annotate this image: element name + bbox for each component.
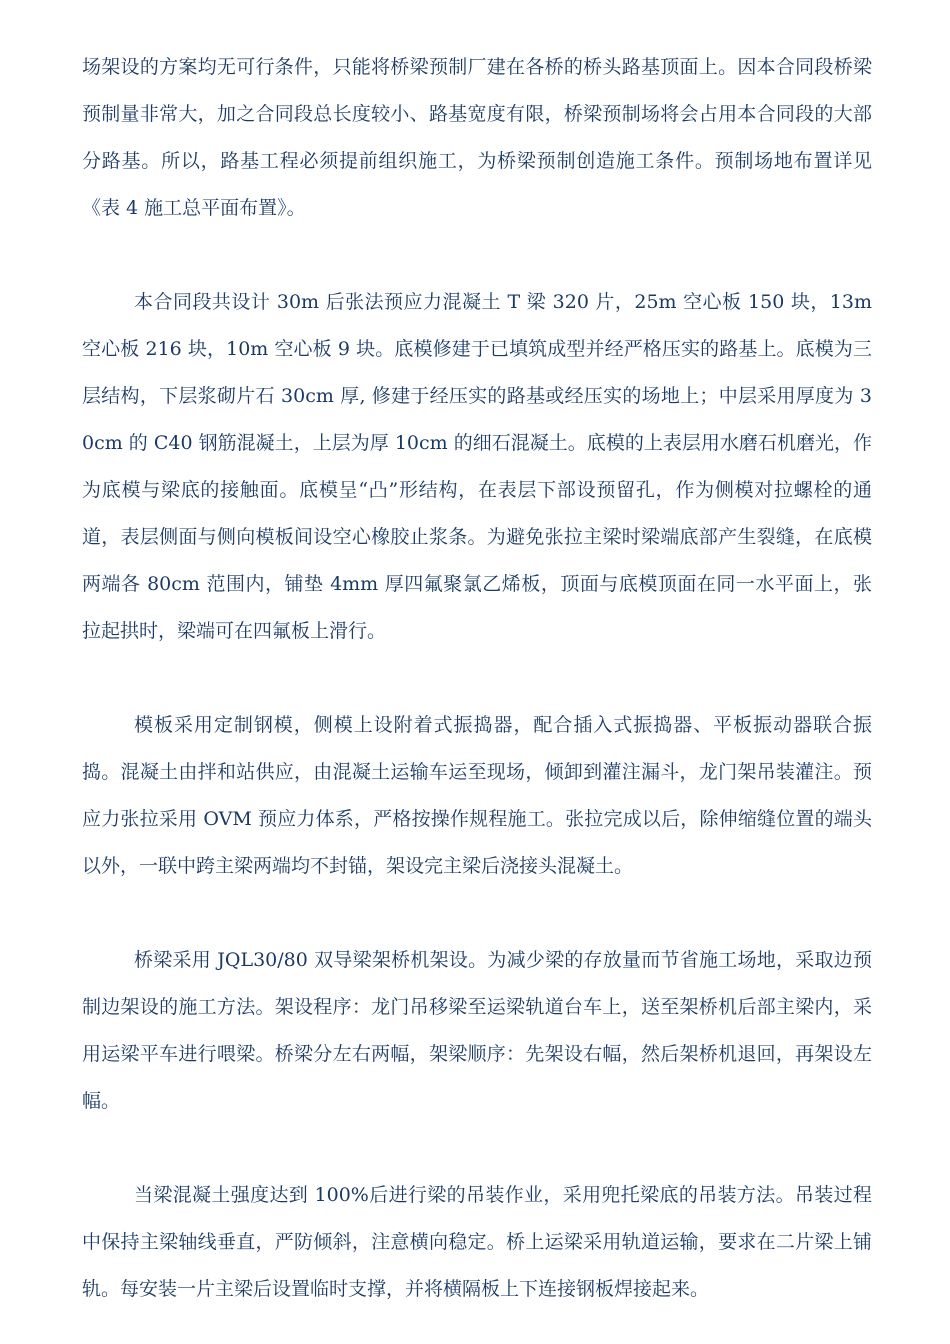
paragraph-bottom-mold: 本合同段共设计 30m 后张法预应力混凝土 T 梁 320 片，25m 空心板 150 块，13m 空心板 216 块，10m 空心板 9 块。底模修建于已填筑成型并经严格压实的路基上。底模为三层结构，下层浆砌片石 30cm 厚, 修建于经压实的路基或经压实的场地上；中层采用厚度为 30cm 的 C40 钢筋混凝土，上层为厚 10cm 的细石混凝土。底模的上表层用水磨石机磨光，作为底模与梁底的接触面。底模呈“凸”形结构，在表层下部设预留孔，作为侧模对拉螺栓的通道，表层侧面与侧向模板间设空心橡胶止浆条。为避免张拉主梁时梁端底部产生裂缝，在底模两端各 80cm 范围内，铺垫 4mm 厚四氟聚氯乙烯板，顶面与底模顶面在同一水平面上，张拉起拱时，梁端可在四氟板上滑行。 <box>82 291 872 642</box>
paragraph-precast-site: 场架设的方案均无可行条件，只能将桥梁预制厂建在各桥的桥头路基顶面上。因本合同段桥梁预制量非常大，加之合同段总长度较小、路基宽度有限，桥梁预制场将会占用本合同段的大部分路基。所以，路基工程必须提前组织施工，为桥梁预制创造施工条件。预制场地布置详见《表 4 施工总平面布置》。 <box>82 56 872 219</box>
paragraph-bridge-erection: 桥梁采用 JQL30/80 双导梁架桥机架设。为减少梁的存放量而节省施工场地，采取边预制边架设的施工方法。架设程序：龙门吊移梁至运梁轨道台车上，送至架桥机后部主梁内，采用运梁平车进行喂梁。桥梁分左右两幅，架梁顺序：先架设右幅，然后架桥机退回，再架设左幅。 <box>82 949 872 1112</box>
paragraph-gap <box>82 232 872 279</box>
paragraph-lifting: 当梁混凝土强度达到 100%后进行梁的吊装作业，采用兜托梁底的吊装方法。吊装过程中保持主梁轴线垂直，严防倾斜，注意横向稳定。桥上运梁采用轨道运输，要求在二片梁上铺轨。每安装一片主梁后设置临时支撑，并将横隔板上下连接钢板焊接起来。 <box>82 1184 872 1300</box>
paragraph-gap <box>82 890 872 937</box>
paragraph-gap <box>82 1125 872 1172</box>
paragraph-formwork: 模板采用定制钢模，侧模上设附着式振捣器，配合插入式振捣器、平板振动器联合振捣。混凝土由拌和站供应，由混凝土运输车运至现场，倾卸到灌注漏斗，龙门架吊装灌注。预应力张拉采用 OVM 预应力体系，严格按操作规程施工。张拉完成以后，除伸缩缝位置的端头以外，一联中跨主梁两端均不封锚，架设完主梁后浇接头混凝土。 <box>82 714 872 877</box>
document-page <box>82 44 872 1313</box>
paragraph-gap <box>82 655 872 702</box>
